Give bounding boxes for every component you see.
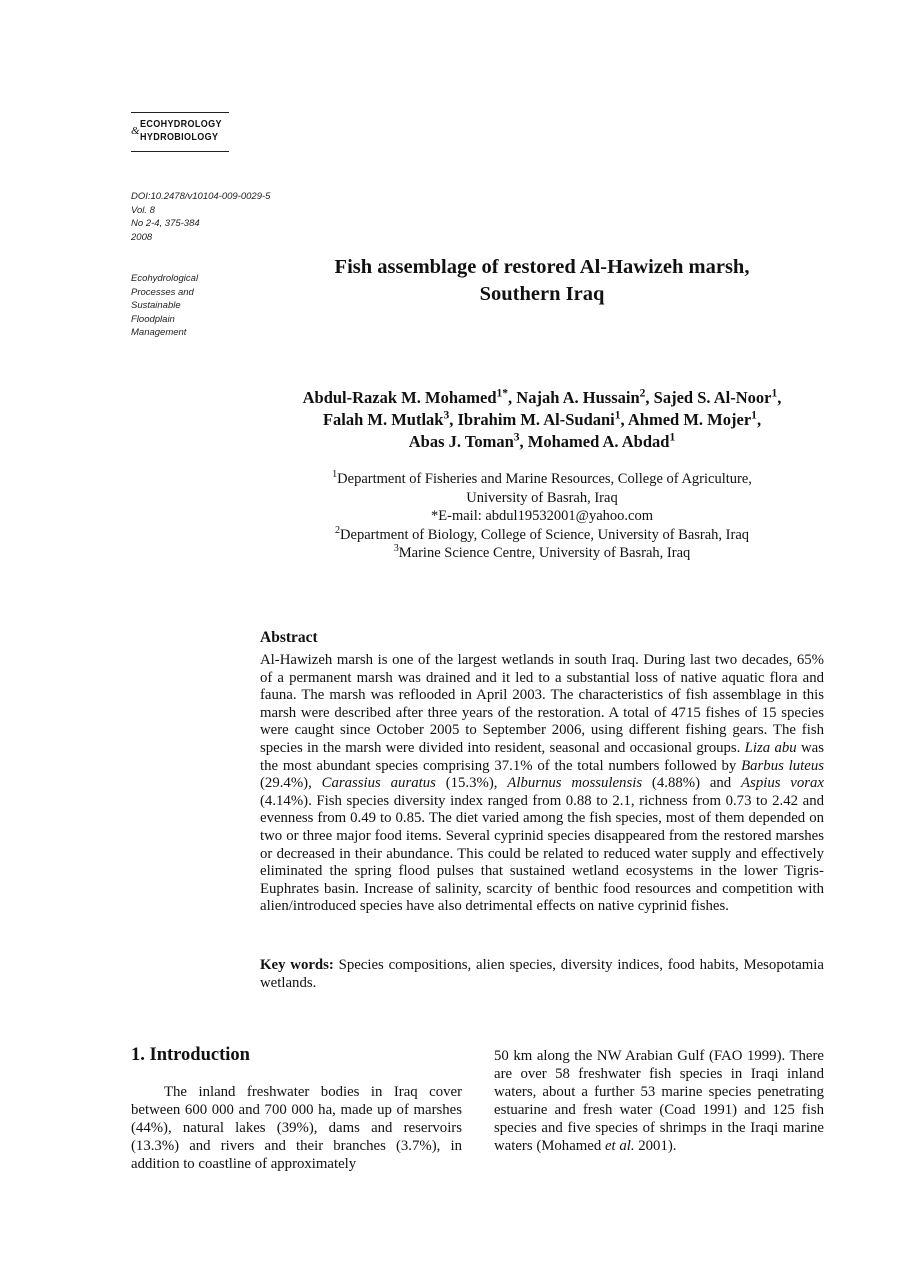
section-line: Floodplain [131,313,175,325]
species-name: Barbus luteus [741,757,824,774]
abstract-body [260,652,824,916]
body-column-right [494,1047,824,1155]
affil-number: 3 [393,543,399,555]
section-line: Sustainable [131,300,181,311]
affiliation-2: Department of Biology, College of Science, University of Basrah, Iraq [340,526,750,543]
logo-line-ecohydrology: ECOHYDROLOGY [140,119,222,130]
section-heading-introduction: 1. Introduction [131,1045,250,1065]
author-separator: , [449,410,458,429]
section-line: Management [131,327,187,338]
citation-etal: et al. [604,1138,635,1154]
logo-ampersand: & [131,125,140,137]
issue-pages: No 2-4, 375-384 [131,218,200,229]
affiliation-3: Marine Science Centre, University of Basrah, Iraq [398,545,691,562]
author-name: Abas J. Toman [408,432,514,451]
keywords-text: Species compositions, alien species, diversity indices, food habits, Mesopotamia wetlands. [260,957,824,991]
author-separator: , [508,388,517,407]
abstract-heading: Abstract [260,629,318,646]
abstract-text: (15.3%), [435,775,508,792]
intro-paragraph: The inland freshwater bodies in Iraq cover between 600 000 and 700 000 ha, made up of marshes (44%), natural lakes (39%), dams and reservoirs (13.3%) and rivers and their branches (3.7%), in addition to coastline of approximately [131,1084,462,1172]
author-separator: , [777,388,782,407]
logo-line-hydrobiology: HYDROBIOLOGY [140,132,219,143]
section-label [131,272,198,340]
author-name: Sajed S. Al-Noor [653,388,772,407]
author-name: Ibrahim M. Al-Sudani [457,410,615,429]
title-line-1: Fish assemblage of restored Al-Hawizeh marsh, [334,256,750,278]
author-list [260,387,824,453]
author-affil-mark: 1 [614,409,621,422]
doi: DOI:10.2478/v10104-009-0029-5 [131,191,271,202]
year: 2008 [131,231,153,243]
keywords-label: Key words: [260,957,334,973]
author-separator: , [620,410,628,429]
author-affil-mark: 3 [513,431,520,444]
body-column-left [131,1083,462,1173]
title-line-2: Southern Iraq [479,283,605,305]
affil-number: 1 [332,469,338,481]
paper-title [260,254,824,308]
article-meta [131,190,270,244]
author-affil-mark: 1* [496,387,509,400]
species-name: Carassius auratus [321,775,436,792]
intro-paragraph-cont: 2001). [634,1138,677,1154]
section-line: Ecohydrological [131,273,199,284]
intro-paragraph-cont: 50 km along the NW Arabian Gulf (FAO 1999). There are over 58 freshwater fish species in Iraqi inland waters, about a further 53 marine species penetrating estuarine and fresh water (Coad 1991) and 125 fish species and five species of shrimps in the Iraqi marine waters (Mohamed [494,1048,824,1154]
species-name: Liza abu [744,739,797,756]
affiliations [260,470,824,563]
section-line: Processes and [131,286,194,298]
author-separator: , [519,432,528,451]
author-affil-mark: 3 [443,409,450,422]
author-separator: , [756,410,762,429]
author-name: Abdul-Razak M. Mohamed [302,388,497,407]
author-name: Falah M. Mutlak [322,410,444,429]
abstract-text: (4.88%) and [642,775,742,792]
author-separator: , [645,388,654,407]
affil-number: 2 [334,524,341,536]
author-affil-mark: 1 [669,431,676,444]
keywords [260,957,824,992]
volume: Vol. 8 [131,204,155,216]
author-name: Mohamed A. Abdad [527,432,670,451]
author-affil-mark: 1 [771,387,778,400]
abstract-text: was the most abundant species comprising 37.1% of the total numbers followed by [260,739,824,774]
author-affil-mark: 2 [639,387,646,400]
author-affil-mark: 1 [751,409,757,422]
abstract-text: (4.14%). Fish species diversity index ranged from 0.88 to 2.1, richness from 0.73 to 2.42 and evenness from 0.49 to 0.85. The diet varied among the fish species, most of them depended on two or three major food items. Several cyprinid species disappeared from the restored marshes or decreased in their abundance. This could be related to reduced water supply and effectively eliminated the spring flood pulses that sustained wetland ecosystems in the lower Tigris-Euphrates basin. Increase of salinity, scarcity of benthic food resources and competition with alien/introduced species have also detrimental effects on native cyprinid fishes. [260,792,824,915]
species-name: Alburnus mossulensis [507,775,643,792]
affiliation-1-cont: University of Basrah, Iraq [466,489,618,506]
affiliation-1: Department of Fisheries and Marine Resources, College of Agriculture, [337,471,752,487]
species-name: Aspius vorax [741,775,824,792]
author-name: Ahmed M. Mojer [627,410,752,429]
journal-logo [131,112,229,152]
abstract-text: (29.4%), [260,775,322,792]
corresponding-email[interactable]: *E-mail: abdul19532001@yahoo.com [431,508,653,525]
abstract-text: Al-Hawizeh marsh is one of the largest wetlands in south Iraq. During last two decades, 65% of a permanent marsh was drained and it led to a substantial loss of native aquatic flora and fauna. The marsh was reflooded in April 2003. The characteristics of fish assemblage in this marsh were described after three years of the restoration. A total of 4715 fishes of 15 species were caught since October 2005 to September 2006, using different fishing gears. The fish species in the marsh were divided into resident, seasonal and occasional groups. [260,652,824,756]
author-name: Najah A. Hussain [516,388,640,407]
